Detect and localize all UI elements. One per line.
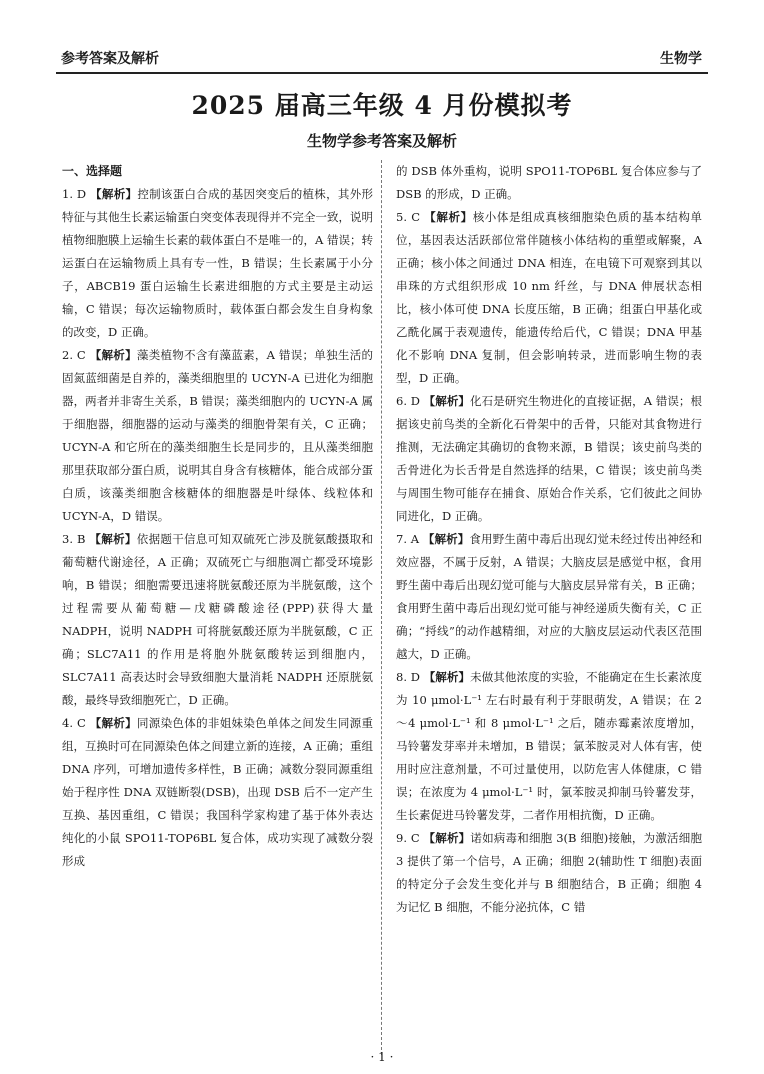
column-divider bbox=[381, 160, 382, 1055]
answer-text: 食用野生菌中毒后出现幻觉未经过传出神经和效应器，不属于反射，A 错误；大脑皮层是感觉中枢，食用野生菌中毒后出现幻觉可能与大脑皮层异常有关，B 正确；食用野生菌中毒后出现幻觉可能与神经递质失衡有关，C 正确；“捋线”的动作越精细，对应的大脑皮层运动代表区范围越大，D 正确。 bbox=[396, 532, 703, 661]
left-column bbox=[62, 160, 373, 873]
answer-item bbox=[62, 183, 373, 344]
answer-number: 8. D bbox=[396, 670, 424, 684]
page-title: 2025 届高三年级 4 月份模拟考 bbox=[191, 91, 573, 120]
answer-number: 1. D bbox=[62, 187, 91, 201]
header-left: 参考答案及解析 bbox=[61, 51, 159, 67]
answer-item bbox=[62, 712, 373, 873]
answer-item bbox=[62, 528, 373, 712]
page-number: · 1 · bbox=[370, 1050, 394, 1064]
answer-item bbox=[396, 827, 702, 919]
answer-text: 的 DSB 体外重构，说明 SPO11-TOP6BL 复合体应参与了 DSB 的形成，D 正确。 bbox=[396, 164, 702, 201]
answer-text: 藻类植物不含有藻蓝素，A 错误；单独生活的固氮蓝细菌是自养的，藻类细胞里的 UCYN-A 已进化为细胞器，两者并非寄生关系，B 错误；藻类细胞内的 UCYN-A 属于细胞器，细胞器的运动与藻类的细胞骨架有关，C 正确；UCYN-A 和它所在的藻类细胞生长是同步的，且从藻类细胞那里获取部分蛋白质，说明其自身含有核糖体，能合成部分蛋白质，该藻类细胞含核糖体的细胞器是叶绿体、线粒体和 UCYN-A，D 错误。 bbox=[62, 348, 374, 523]
answer-text: 依据题干信息可知双硫死亡涉及胱氨酸摄取和葡萄糖代谢途径，A 正确；双硫死亡与细胞凋亡都受环境影响，B 错误；细胞需要迅速将胱氨酸还原为半胱氨酸，这个过程需要从葡萄糖—戊糖磷酸途径(PPP)获得大量 NADPH，说明 NADPH 可将胱氨酸还原为半胱氨酸，C 正确；SLC7A11 的作用是将胞外胱氨酸转运到细胞内，SLC7A11 高表达时会导致细胞大量消耗 NADPH 还原胱氨酸，最终导致细胞死亡，D 正确。 bbox=[62, 532, 374, 707]
answer-number: 4. C bbox=[62, 716, 90, 730]
answer-item bbox=[396, 390, 702, 528]
answer-number: 6. D bbox=[396, 394, 424, 408]
answer-item bbox=[396, 528, 702, 666]
answer-text: 诺如病毒和细胞 3(B 细胞)接触，为激活细胞 3 提供了第一个信号，A 正确；细胞 2(辅助性 T 细胞)表面的特定分子会发生变化并与 B 细胞结合，B 正确；细胞 4 为记忆 B 细胞，不能分泌抗体，C 错 bbox=[396, 831, 702, 914]
answer-text: 化石是研究生物进化的直接证据，A 错误；根据该史前鸟类的全新化石骨架中的舌骨，只能对其食物进行推测，无法确定其确切的食物来源，B 错误；该史前鸟类的舌骨进化为长舌骨是自然选择的结果，C 错误；该史前鸟类与周围生物可能存在捕食、原始合作关系，它们彼此之间协同进化，D 正确。 bbox=[396, 394, 702, 523]
page-subtitle: 生物学参考答案及解析 bbox=[306, 132, 457, 150]
answer-item bbox=[396, 666, 702, 827]
left-answer-list bbox=[62, 183, 373, 873]
answer-item bbox=[396, 160, 702, 206]
answer-text: 未做其他浓度的实验，不能确定在生长素浓度为 10 μmol·L⁻¹ 左右时最有利于芽眼萌发，A 错误；在 2～4 μmol·L⁻¹ 和 8 μmol·L⁻¹ 之后，随赤霉素浓度增加，马铃薯发芽率并未增加，B 错误；氯苯胺灵对人体有害，使用时应注意剂量，不可过量使用，以防危害人体健康，C 错误；在浓度为 4 μmol·L⁻¹ 时，氯苯胺灵抑制马铃薯发芽，生长素促进马铃薯发芽，二者作用相抗衡，D 正确。 bbox=[396, 670, 702, 822]
analysis-tag: 【解析】 bbox=[89, 716, 137, 730]
analysis-tag: 【解析】 bbox=[89, 532, 137, 546]
answer-item bbox=[396, 206, 702, 390]
header-rule bbox=[56, 72, 708, 74]
analysis-tag: 【解析】 bbox=[423, 394, 470, 408]
answer-text: 控制该蛋白合成的基因突变后的植株，其外形特征与其他生长素运输蛋白突变体表现得并不完全一致，说明植物细胞膜上运输生长素的载体蛋白不是唯一的，A 错误；转运蛋白在运输物质上具有专一性，B 错误；生长素属于小分子，ABCB19 蛋白运输生长素进细胞的方式主要是主动运输，C 错误；每次运输物质时，载体蛋白都会发生自身构象的改变，D 正确。 bbox=[62, 187, 373, 339]
right-answer-list bbox=[396, 160, 702, 919]
answer-number: 3. B bbox=[62, 532, 90, 546]
answer-item bbox=[62, 344, 373, 528]
section-heading: 一、选择题 bbox=[62, 164, 123, 178]
analysis-tag: 【解析】 bbox=[423, 831, 471, 845]
right-column bbox=[396, 160, 702, 919]
answer-text: 核小体是组成真核细胞染色质的基本结构单位，基因表达活跃部位常伴随核小体结构的重塑或解聚，A 正确；核小体之间通过 DNA 相连，在电镜下可观察到其以串珠的方式组织形成 10 nm 纤丝，与 DNA 伸展状态相比，核小体可使 DNA 长度压缩，B 正确；组蛋白甲基化或乙酰化属于表观遗传，能遗传给后代，C 错误；DNA 甲基化不影响 DNA 复制，但会影响转录，进而影响生物的表型，D 正确。 bbox=[396, 210, 703, 385]
analysis-tag: 【解析】 bbox=[89, 348, 137, 362]
analysis-tag: 【解析】 bbox=[90, 187, 138, 201]
header-right: 生物学 bbox=[660, 51, 702, 67]
answer-text: 同源染色体的非姐妹染色单体之间发生同源重组，互换时可在同源染色体之间建立新的连接，A 正确；重组 DNA 序列，可增加遗传多样性，B 正确；减数分裂同源重组始于程序性 DNA 双链断裂(DSB)，出现 DSB 后不一定产生互换、基因重组，C 错误；我国科学家构建了基于体外表达纯化的小鼠 SPO11-TOP6BL 复合体，成功实现了减数分裂形成 bbox=[62, 716, 373, 868]
answer-number: 7. A bbox=[396, 532, 423, 546]
analysis-tag: 【解析】 bbox=[424, 210, 473, 224]
answer-number: 9. C bbox=[396, 831, 424, 845]
analysis-tag: 【解析】 bbox=[422, 532, 470, 546]
analysis-tag: 【解析】 bbox=[423, 670, 471, 684]
answer-number: 2. C bbox=[62, 348, 90, 362]
answer-number: 5. C bbox=[396, 210, 425, 224]
